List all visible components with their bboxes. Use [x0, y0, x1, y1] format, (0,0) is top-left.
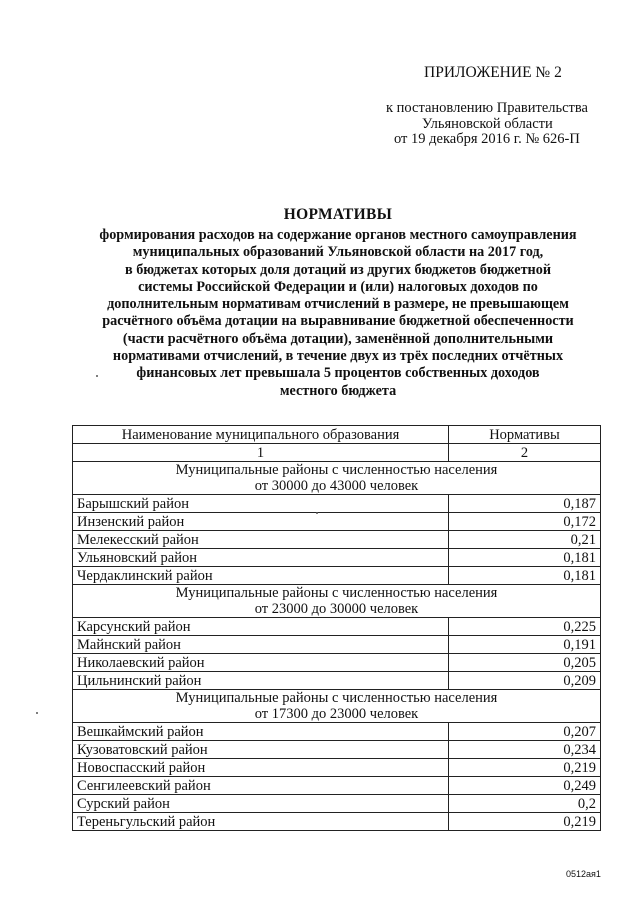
norm-value: 0,205 [449, 654, 601, 672]
heading-line: системы Российской Федерации и (или) налоговых доходов по [138, 278, 538, 295]
table-row [73, 777, 601, 795]
footer-code: 0512ая1 [566, 869, 601, 879]
heading-line: муниципальных образований Ульяновской области на 2017 год, [132, 244, 544, 261]
group-row [73, 462, 601, 495]
norm-value: 0,187 [449, 495, 601, 513]
norm-value: 0,249 [449, 777, 601, 795]
norms-table [72, 425, 601, 831]
group-title-line: Муниципальные районы с численностью населения [175, 585, 498, 601]
heading-line: формирования расходов на содержание органов местного самоуправления [99, 227, 577, 243]
appendix-line: от 19 декабря 2016 г. № 626-П [394, 131, 580, 147]
norm-value: 0,21 [449, 531, 601, 549]
appendix-title: ПРИЛОЖЕНИЕ № 2 [424, 64, 562, 81]
district-name: Чердаклинский район [73, 567, 449, 585]
table-row [73, 567, 601, 585]
norm-value: 0,181 [449, 549, 601, 567]
district-name: Сенгилеевский район [73, 777, 449, 795]
appendix-line: Ульяновской области [422, 115, 553, 132]
norm-value: 0,207 [449, 723, 601, 741]
heading-line: нормативами отчислений, в течение двух из трёх последних отчётных [112, 348, 564, 365]
norm-value: 0,225 [449, 618, 601, 636]
scan-speck [316, 512, 318, 514]
group-row [73, 690, 601, 723]
table-row [73, 654, 601, 672]
heading-line: в бюджетах которых доля дотаций из других бюджетов бюджетной [124, 261, 551, 278]
table-row [73, 531, 601, 549]
group-title-line: от 17300 до 23000 человек [254, 706, 419, 722]
table-row [73, 549, 601, 567]
district-name: Цильнинский район [73, 672, 449, 690]
group-title-line: от 30000 до 43000 человек [254, 478, 419, 494]
scan-speck [96, 375, 98, 377]
table-row [73, 723, 601, 741]
district-name: Тереньгульский район [73, 813, 449, 831]
table-row [73, 513, 601, 531]
table-row [73, 618, 601, 636]
table-row [73, 672, 601, 690]
heading-line: (части расчётного объёма дотации), заменённой дополнительными [122, 330, 554, 347]
district-name: Новоспасский район [73, 759, 449, 777]
norm-value: 0,234 [449, 741, 601, 759]
table-row [73, 813, 601, 831]
column-header-name: Наименование муниципального образования [73, 426, 449, 444]
table-row [73, 495, 601, 513]
column-number: 2 [449, 444, 601, 462]
norm-value: 0,172 [449, 513, 601, 531]
district-name: Вешкаймский район [73, 723, 449, 741]
column-header-norms: Нормативы [449, 426, 601, 444]
table-row [73, 741, 601, 759]
group-title-line: Муниципальные районы с численностью населения [175, 690, 498, 706]
heading-line: местного бюджета [279, 382, 397, 399]
table-number-row [73, 444, 601, 462]
heading-title: НОРМАТИВЫ [283, 206, 393, 223]
district-name: Мелекесский район [73, 531, 449, 549]
group-title-line: от 23000 до 30000 человек [254, 601, 419, 617]
norm-value: 0,209 [449, 672, 601, 690]
district-name: Ульяновский район [73, 549, 449, 567]
heading-line: финансовых лет превышала 5 процентов собственных доходов [136, 365, 540, 382]
district-name: Барышский район [73, 495, 449, 513]
appendix-line: к постановлению Правительства [386, 100, 588, 116]
scan-speck [36, 712, 38, 714]
norm-value: 0,219 [449, 759, 601, 777]
table-header-row [73, 426, 601, 444]
district-name: Николаевский район [73, 654, 449, 672]
appendix-reference [386, 101, 608, 148]
group-title [73, 462, 601, 495]
group-row [73, 585, 601, 618]
heading-line: расчётного объёма дотации на выравнивание бюджетной обеспеченности [102, 313, 574, 330]
district-name: Кузоватовский район [73, 741, 449, 759]
group-title [73, 690, 601, 723]
district-name: Карсунский район [73, 618, 449, 636]
norm-value: 0,2 [449, 795, 601, 813]
district-name: Инзенский район [73, 513, 449, 531]
document-heading [70, 206, 606, 400]
column-number: 1 [73, 444, 449, 462]
heading-line: дополнительным нормативам отчислений в размере, не превышающем [107, 296, 569, 313]
district-name: Майнский район [73, 636, 449, 654]
district-name: Сурский район [73, 795, 449, 813]
group-title [73, 585, 601, 618]
norm-value: 0,219 [449, 813, 601, 831]
table-row [73, 795, 601, 813]
table-row [73, 759, 601, 777]
norm-value: 0,181 [449, 567, 601, 585]
group-title-line: Муниципальные районы с численностью населения [175, 462, 498, 478]
table-row [73, 636, 601, 654]
norm-value: 0,191 [449, 636, 601, 654]
